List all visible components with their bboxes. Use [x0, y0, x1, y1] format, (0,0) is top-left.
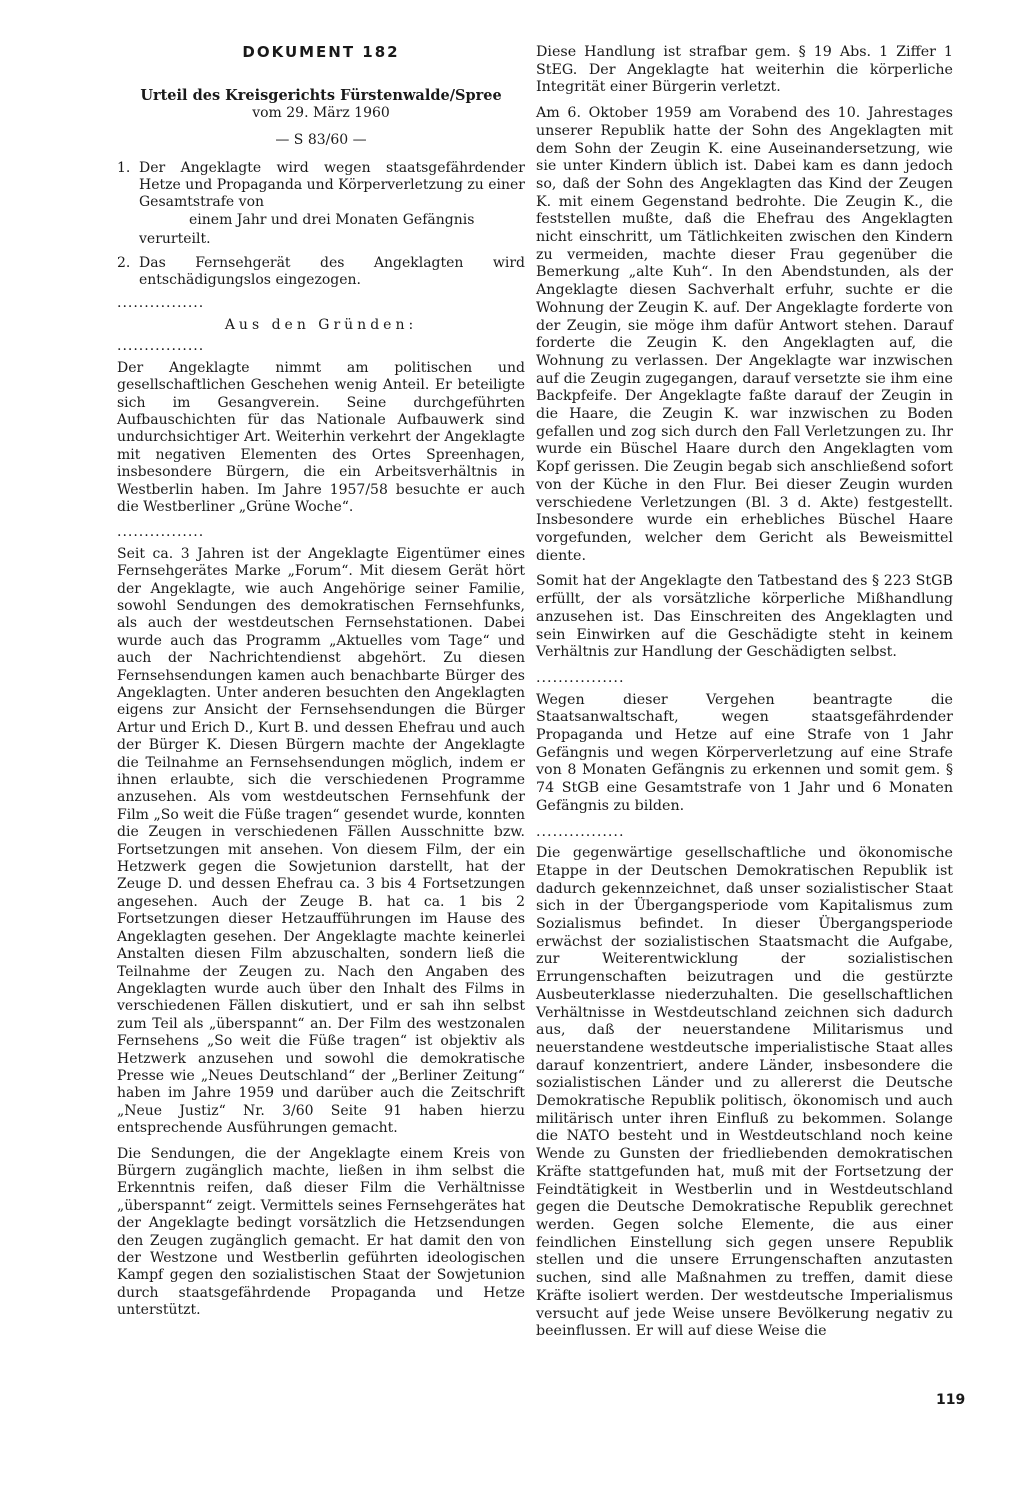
verdict-item-text: Das Fernsehgerät des Angeklagten wird entschädigungslos eingezogen. — [139, 254, 525, 289]
paragraph: Die gegenwärtige gesellschaftliche und ökonomische Etappe in der Deutschen Demokratischen Republik ist dadurch gekennzeichnet, daß unser sozialistischer Staat sich in der Übergangsperiode vom Kapitalismus zum Sozialismus befindet. In dieser Übergangsperiode erwächst der sozialistischen Staatsmacht die Aufgabe, zur Weiterentwicklung der sozialistischen Errungenschaften beizutragen und die gestürzte Ausbeuterklasse niederzuhalten. Die gesellschaftlichen Verhältnisse in Westdeutschland zeichnen sich dadurch aus, daß der neuerstandene Militarismus und neuerstandene westdeutsche imperialistische Staat alles darauf konzentriert, andere Länder, insbesondere die sozialistischen Länder und zu allererst die Deutsche Demokratische Republik politisch, ökonomisch und auch militärisch unter ihren Einfluß zu bekommen. Solange die NATO besteht und in Westdeutschland noch keine Wende zu Gunsten der friedliebenden demokratischen Kräfte stattgefunden hat, muß mit der Fortsetzung der Feindtätigkeit in Westberlin und in Westdeutschland gegen die Deutsche Demokratische Republik gerechnet werden. Gegen solche Elemente, die aus einer feindlichen Einstellung sich gegen unsere Republik stellen und die unsere Errungenschaften anzutasten suchen, sind alle Maßnahmen zu treffen, damit diese Kräfte isoliert werden. Der westdeutsche Imperialismus versucht auf jede Weise unsere Bevölkerung negativ zu beeinflussen. Er will auf diese Weise die — [536, 845, 953, 1340]
ellipsis-separator: ................ — [117, 295, 205, 312]
verdict-item-number: 1. — [117, 159, 131, 176]
ellipsis-separator: ................ — [117, 524, 205, 541]
verdict-item-text: Der Angeklagte wird wegen staatsgefährdender Hetze und Propaganda und Körperverletzung zu einer Gesamtstrafe von — [139, 159, 525, 211]
section-title: Aus den Gründen: — [224, 316, 418, 333]
paragraph: Wegen dieser Vergehen beantragte die Staatsanwaltschaft, wegen staatsgefährdender Propaganda und Hetze auf eine Strafe von 1 Jahr Gefängnis und wegen Körperverletzung auf eine Strafe von 8 Monaten Gefängnis zu erkennen und somit gem. § 74 StGB eine Gesamtstrafe von 1 Jahr und 6 Monaten Gefängnis zu bilden. — [536, 691, 953, 814]
verdict-item-number: 2. — [117, 254, 131, 271]
ellipsis-separator: ................ — [536, 669, 625, 686]
paragraph: Am 6. Oktober 1959 am Vorabend des 10. Jahrestages unserer Republik hatte der Sohn des Angeklagten mit dem Sohn der Zeugin K. eine Auseinandersetzung, wie sie unter Kindern üblich ist. Dabei kam es dann jedoch so, daß der Sohn des Angeklagten das Kind der Zeugen K. mit einem Gegenstand bedrohte. Die Zeugin K., die feststellen mußte, daß die Ehefrau des Angeklagten nicht einschritt, um Tätlichkeiten zwischen den Kindern zu vermeiden, machte dieser Frau gegenüber die Bemerkung „alte Kuh“. In den Abendstunden, als der Angeklagte diesen Sachverhalt erfuhr, suchte er die Wohnung der Zeugin K. auf. Der Angeklagte forderte von der Zeugin, sie möge ihm dafür Antwort stehen. Darauf forderte die Zeugin K. den Angeklagten auf, die Wohnung zu verlassen. Der Angeklagte war inzwischen auf die Zeugin zugegangen, darauf versetzte sie ihm eine Backpfeife. Der Angeklagte faßte darauf der Zeugin in die Haare, die Zeugin K. war inzwischen zu Boden gefallen und zog sich durch den Fall Verletzungen zu. Ihr wurde ein Büschel Haare durch den Angeklagten vom Kopf gerissen. Die Zeugin begab sich anschließend sofort von der Küche in den Flur. Bei dieser Zeugin wurden verschiedene Verletzungen (Bl. 3 d. Akte) festgestellt. Insbesondere wurde ein erhebliches Büschel Haare vorgefunden, welcher dem Gericht als Beweismittel diente. — [536, 105, 953, 564]
ellipsis-separator: ................ — [117, 338, 205, 355]
verdict-sentence: einem Jahr und drei Monaten Gefängnis — [189, 211, 475, 228]
case-number: — S 83/60 — — [275, 132, 367, 149]
verdict-sentenced: verurteilt. — [139, 231, 211, 248]
document-title: DOKUMENT 182 — [242, 43, 400, 61]
paragraph: Der Angeklagte nimmt am politischen und gesellschaftlichen Geschehen wenig Anteil. Er beteiligte sich im Gesangverein. Seine durchgeführten Aufbauschichten für das Nationale Aufbauwerk sind undurchsichtiger Art. Weiterhin verkehrt der Angeklagte mit negativen Elementen des Ortes Spreenhagen, insbesondere Bürgern, die ein Arbeitsverhältnis in Westberlin haben. Im Jahre 1957/58 besuchte er auch die Westberliner „Grüne Woche“. — [117, 359, 525, 515]
ellipsis-separator: ................ — [536, 823, 625, 840]
left-column — [117, 44, 525, 1328]
right-column — [536, 44, 953, 1349]
page-number: 119 — [936, 1392, 966, 1408]
paragraph: Somit hat der Angeklagte den Tatbestand des § 223 StGB erfüllt, der als vorsätzliche körperliche Mißhandlung anzusehen ist. Das Einschreiten des Angeklagten und sein Einwirken auf die Geschädigte steht in keinem Verhältnis zur Handlung der Geschädigten selbst. — [536, 573, 953, 661]
judgment-date: vom 29. März 1960 — [252, 104, 390, 121]
paragraph: Seit ca. 3 Jahren ist der Angeklagte Eigentümer eines Fernsehgerätes Marke „Forum“. Mit diesem Gerät hört der Angeklagte, wie auch Angehörige seiner Familie, sowohl Sendungen des demokratischen Fernsehfunks, als auch der westdeutschen Fernsehstationen. Dabei wurde auch das Programm „Aktuelles vom Tage“ und auch der Nachrichtendienst abgehört. Zu diesen Fernsehsendungen kamen auch benachbarte Bürger des Angeklagten. Unter anderen besuchten den Angeklagten eigens zur Ansicht der Fernsehsendungen die Bürger Artur und Erich D., Kurt B. und dessen Ehefrau und auch der Bürger K. Diesen Bürgern machte der Angeklagte die Teilnahme an Fernsehsendungen möglich, indem er ihnen erlaubte, sich die verschiedenen Programme anzusehen. Als vom westdeutschen Fernsehfunk der Film „So weit die Füße tragen“ gesendet wurde, konnten die Zeugen in verschiedenen Fällen Ausschnitte bzw. Fortsetzungen mit ansehen. Von diesem Film, der ein Hetzwerk gegen die Sowjetunion darstellt, hat der Zeuge D. und dessen Ehefrau ca. 3 bis 4 Fortsetzungen angesehen. Auch der Zeuge B. hat ca. 1 bis 2 Fortsetzungen dieser Hetzaufführungen im Hause des Angeklagten gesehen. Der Angeklagte machte keinerlei Anstalten diesen Film abzuschalten, sondern ließ die Teilnahme der Zeugen zu. Nach den Angaben des Angeklagten wurde auch über den Inhalt des Films in verschiedenen Fällen diskutiert, und er sah ihn selbst zum Teil als „überspannt“ an. Der Film des westzonalen Fernsehens „So weit die Füße tragen“ ist objektiv als Hetzwerk anzusehen und sowohl die demokratische Presse wie „Neues Deutschland“ der „Berliner Zeitung“ haben im Jahre 1959 und darüber auch die Zeitschrift „Neue Justiz“ Nr. 3/60 Seite 91 haben hierzu entsprechende Ausführungen gemacht. — [117, 545, 525, 1137]
verdict-item-1 — [117, 160, 525, 249]
verdict-item-2 — [117, 255, 525, 290]
paragraph: Die Sendungen, die der Angeklagte einem Kreis von Bürgern zugänglich machte, ließen in ihm selbst die Erkenntnis reifen, daß dieser Film die Verhältnisse „überspannt“ zeigt. Vermittels seines Fernsehgerätes hat der Angeklagte bedingt vorsätzlich die Hetzsendungen den Zeugen zugänglich gemacht. Er hat damit den von der Westzone und Westberlin geführten ideologischen Kampf gegen den sozialistischen Staat der Sowjetunion durch staatsgefährdende Propaganda und Hetze unterstützt. — [117, 1145, 525, 1319]
court-title: Urteil des Kreisgerichts Fürstenwalde/Spree — [140, 87, 502, 105]
paragraph: Diese Handlung ist strafbar gem. § 19 Abs. 1 Ziffer 1 StEG. Der Angeklagte hat weiterhin die körperliche Integrität einer Bürgerin verletzt. — [536, 44, 953, 96]
